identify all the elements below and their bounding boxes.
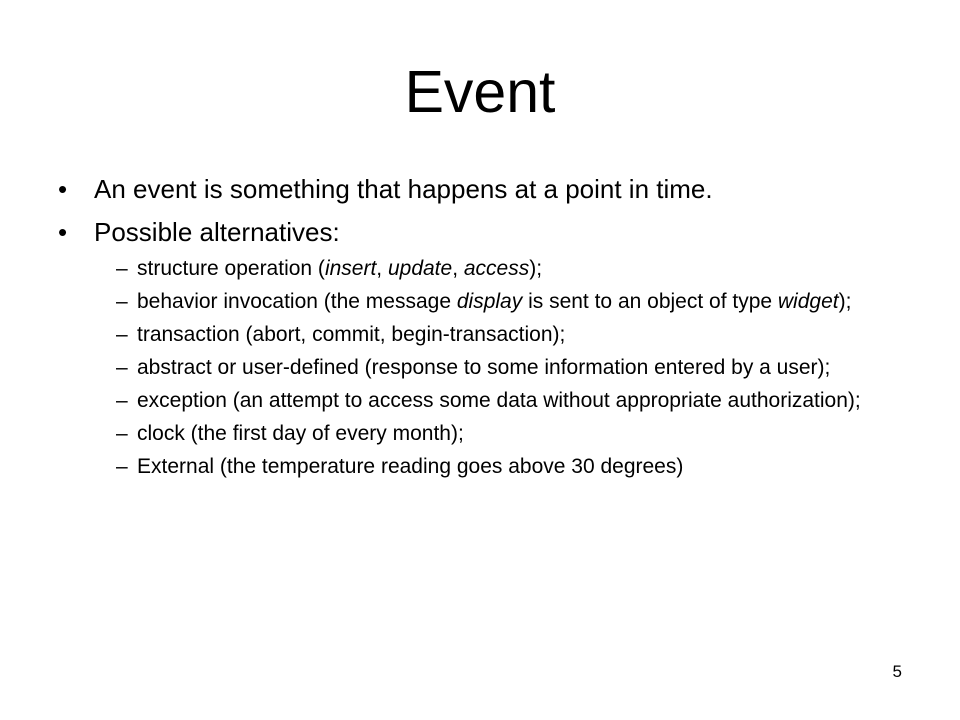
alternative-item-behavior-invocation (0, 289, 897, 314)
alternatives-list (0, 256, 960, 479)
bullet-item-alternatives (0, 213, 960, 251)
alt-text: transaction (abort, commit, begin-transaction); (137, 323, 566, 346)
alt-emphasis-update: update (387, 257, 453, 280)
alt-emphasis-display: display (456, 290, 523, 313)
alt-text-post: ); (529, 257, 543, 280)
alt-emphasis-insert: insert (324, 257, 377, 280)
dash-icon: – (116, 389, 128, 412)
alternative-item-external (0, 454, 897, 479)
slide-title: Event (404, 59, 556, 125)
slide-body (0, 170, 960, 487)
alt-text-post: ); (838, 290, 852, 313)
alt-text-pre: structure operation ( (137, 257, 325, 280)
alt-emphasis-access: access (463, 257, 530, 280)
alternative-item-transaction (0, 322, 897, 347)
page-number: 5 (892, 662, 902, 681)
dash-icon: – (116, 455, 128, 478)
alternative-item-structure-operation (0, 256, 897, 281)
dash-icon: – (116, 356, 128, 379)
alt-text-sep: , (452, 257, 464, 280)
dash-icon: – (116, 290, 128, 313)
alt-emphasis-widget: widget (777, 290, 839, 313)
dash-icon: – (116, 323, 128, 346)
alt-text-pre: behavior invocation (the message (137, 290, 457, 313)
alternative-item-abstract (0, 355, 897, 380)
alt-text: exception (an attempt to access some data without appropriate authorization); (137, 389, 861, 412)
bullet-item-definition (0, 170, 960, 208)
alt-text-mid: is sent to an object of type (522, 290, 778, 313)
bullet-text: Possible alternatives: (94, 217, 340, 247)
alt-text: External (the temperature reading goes above 30 degrees) (137, 455, 684, 478)
alternative-item-clock (0, 421, 897, 446)
dash-icon: – (116, 422, 128, 445)
dash-icon: – (116, 257, 128, 280)
bullet-text: An event is something that happens at a point in time. (94, 174, 713, 204)
alternative-item-exception (0, 388, 897, 413)
bullet-icon: • (58, 174, 68, 204)
alt-text: clock (the first day of every month); (137, 422, 464, 445)
bullet-icon: • (58, 217, 68, 247)
alt-text-sep: , (376, 257, 388, 280)
alt-text: abstract or user-defined (response to some information entered by a user); (137, 356, 831, 379)
